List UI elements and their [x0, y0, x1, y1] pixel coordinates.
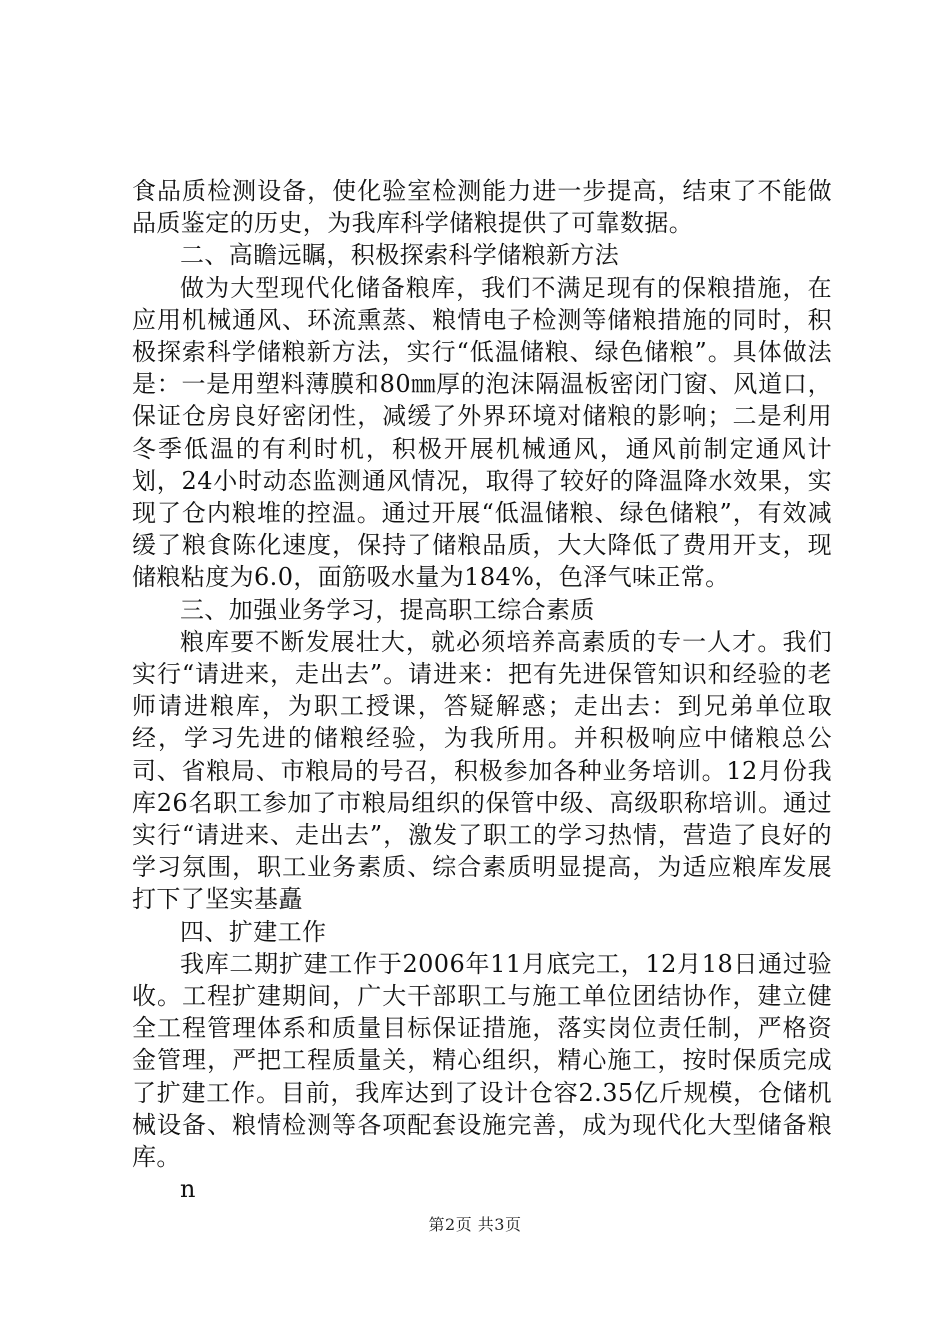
document-body — [132, 175, 832, 1205]
section-heading-2: 二、高瞻远瞩，积极探索科学储粮新方法 — [180, 241, 620, 270]
page-footer: 第2页 共3页 — [428, 1215, 522, 1234]
paragraph-expansion: 我库二期扩建工作于2006年11月底完工，12月18日通过验收。工程扩建期间，广大干部职工与施工单位团结协作，建立健全工程管理体系和质量目标保证措施，落实岗位责任制，严格资金管理，严把工程质量关，精心组织，精心施工，按时保质完成了扩建工作。目前，我库达到了设计仓容2.35亿斤规模，仓储机械设备、粮情检测等各项配套设施完善，成为现代化大型储备粮库。 — [132, 949, 832, 1172]
section-heading-3: 三、加强业务学习，提高职工综合素质 — [180, 595, 595, 624]
paragraph-continuation: 食品质检测设备，使化验室检测能力进一步提高，结束了不能做品质鉴定的历史，为我库科学储粮提供了可靠数据。 — [132, 177, 832, 238]
stray-character: n — [180, 1175, 196, 1204]
section-heading-4: 四、扩建工作 — [180, 917, 327, 946]
paragraph-storage-methods: 做为大型现代化储备粮库，我们不满足现有的保粮措施，在应用机械通风、环流熏蒸、粮情电子检测等储粮措施的同时，积极探索科学储粮新方法，实行“低温储粮、绿色储粮”。具体做法是：一是用塑料薄膜和80㎜厚的泡沫隔温板密闭门窗、风道口，保证仓房良好密闭性，减缓了外界环境对储粮的影响；二是利用冬季低温的有利时机，积极开展机械通风，通风前制定通风计划，24小时动态监测通风情况，取得了较好的降温降水效果，实现了仓内粮堆的控温。通过开展“低温储粮、绿色储粮”，有效减缓了粮食陈化速度，保持了储粮品质，大大降低了费用开支，现储粮粘度为6.0，面筋吸水量为184%，色泽气味正常。 — [132, 273, 832, 592]
paragraph-staff-training: 粮库要不断发展壮大，就必须培养高素质的专一人才。我们实行“请进来，走出去”。请进来：把有先进保管知识和经验的老师请进粮库，为职工授课，答疑解惑；走出去：到兄弟单位取经，学习先进的储粮经验，为我所用。并积极响应中储粮总公司、省粮局、市粮局的号召，积极参加各种业务培训。12月份我库26名职工参加了市粮局组织的保管中级、高级职称培训。通过实行“请进来、走出去”，激发了职工的学习热情，营造了良好的学习氛围，职工业务素质、综合素质明显提高，为适应粮库发展打下了坚实基矗 — [132, 627, 832, 914]
